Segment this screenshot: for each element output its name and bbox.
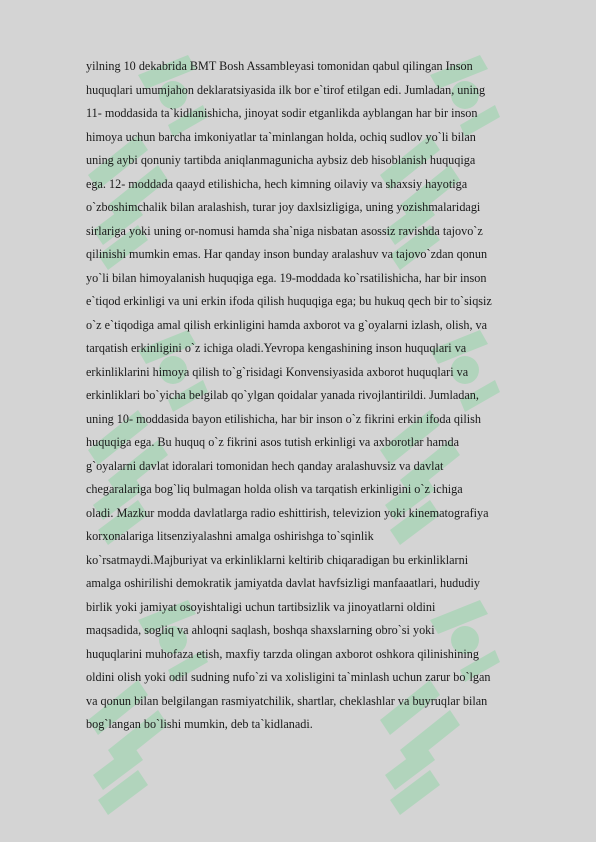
text-line: sirlariga yoki uning or-nomusi hamda sha`niga nisbatan asossiz ravishda tajovo`z [86,223,483,238]
text-line: korxonalariga litsenziyalashni amalga oshirishga to`sqinlik [86,529,374,543]
text-line: o`z e`tiqodiga amal qilish erkinligini hamda axborot va g`oyalarni izlash, olish, va [86,317,488,332]
text-line: o`zboshimchalik bilan aralashish, turar joy daxlsizligiga, uning yozishmalaridagi [86,200,481,214]
text-line: ko`rsatmaydi.Majburiyat va erkinliklarni keltirib chiqaradigan bu erkinliklarni [86,552,469,567]
text-line: oldini olish yoki odil sudning nufo`zi va xolisligini ta`minlash uchun zarur bo`lgan [86,670,491,684]
text-line: amalga oshirilishi demokratik jamiyatda davlat havfsizligi manfaaatlari, hududiy [86,576,480,590]
text-line: g`oyalarni davlat idoralari tomonidan hech qanday aralashuvsiz va davlat [86,458,444,473]
text-line: yilning 10 dekabrida BMT Bosh Assambleyasi tomonidan qabul qilingan Inson [86,59,473,73]
text-line: uning 10- moddasida bayon etilishicha, har bir inson o`z fikrini erkin ifoda qilish [86,411,481,426]
text-line: qilinishi mumkin emas. Har qanday inson bunday aralashuv va tajovo`zdan qonun [86,247,488,261]
text-line: huquqlari umumjahon deklaratsiyasida ilk bor e`tirof etilgan edi. Jumladan, uning [86,82,486,97]
text-line: erkinliklarini himoya qilish to`g`risidagi Konvensiyasida axborot huquqlari va [86,364,469,379]
text-line: e`tiqod erkinligi va uni erkin ifoda qilish huquqiga ega; bu hukuq qech bir to`siqsiz [86,294,492,308]
text-line: ega. 12- moddada qaayd etilishicha, hech kimning oilaviy va shaxsiy hayotiga [86,176,468,191]
text-line: chegaralariga bog`liq bulmagan holda olish va tarqatish erkinligini o`z ichiga [86,482,463,496]
text-line: tarqatish erkinligini o`z ichiga oladi.Yevropa kengashining inson huquqlari va [86,341,467,355]
body-paragraph [86,55,552,737]
text-line: huquqlarini muhofaza etish, maxfiy tarzda olingan axborot oshkora qilinishining [86,646,479,661]
text-line: yo`li bilan himoyalanish huquqiga ega. 19-moddada ko`rsatilishicha, har bir inson [86,270,487,285]
text-line: huquqiga ega. Bu huquq o`z fikrini asos tutish erkinligi va axborotlar hamda [86,435,459,449]
text-line: erkinliklari bo`yicha belgilab qo`ylgan qoidalar yanada rivojlantirildi. Jumladan, [86,388,479,402]
text-line: himoya uchun barcha imkoniyatlar ta`minlangan holda, ochiq sudlov yo`li bilan [86,129,476,144]
text-line: birlik yoki jamiyat osoyishtaligi uchun tartibsizlik va jinoyatlarni oldini [86,599,436,614]
text-line: 11- moddasida ta`kidlanishicha, jinoyat sodir etganlikda ayblangan har bir inson [86,106,478,120]
text-line: oladi. Mazkur modda davlatlarga radio eshittirish, televizion yoki kinematografiya [86,505,489,520]
text-line: bog`langan bo`lishi mumkin, deb ta`kidlanadi. [86,717,313,731]
text-line: maqsadida, sogliq va ahloqni saqlash, boshqa shaxslarning obro`si yoki [86,623,435,637]
text-line: va qonun bilan belgilangan rasmiyatchilik, shartlar, cheklashlar va buyruqlar bilan [86,693,488,708]
text-line: uning aybi qonuniy tartibda aniqlanmagunicha aybsiz deb hisoblanish huquqiga [86,153,476,167]
